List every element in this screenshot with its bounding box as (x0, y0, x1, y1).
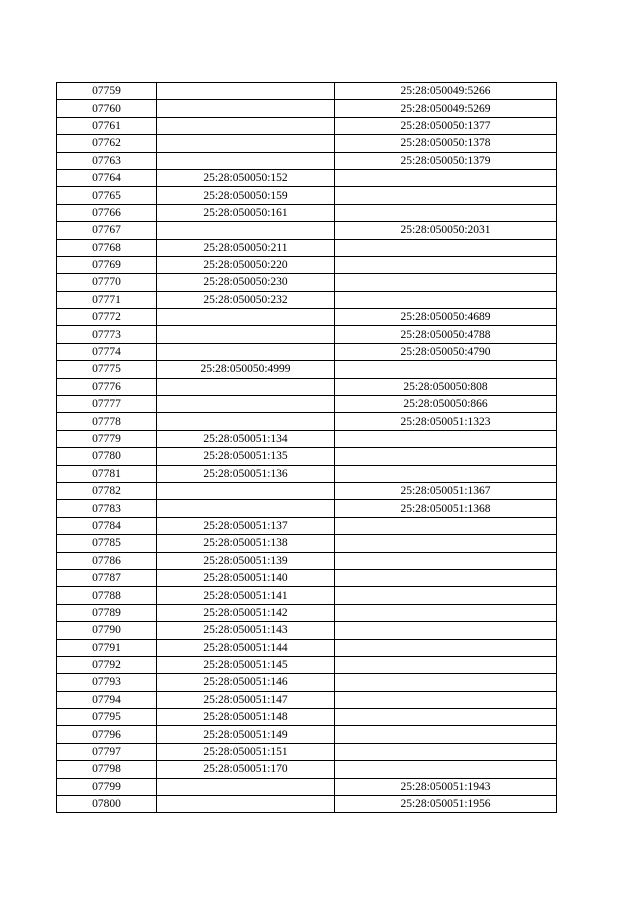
row-number-cell: 07785 (57, 535, 157, 552)
cadastral-number-cell (157, 413, 335, 430)
cadastral-number-alt-cell (335, 256, 557, 273)
cadastral-number-alt-cell (335, 204, 557, 221)
cadastral-number-cell: 25:28:050050:159 (157, 187, 335, 204)
table-row (57, 239, 557, 256)
cadastral-number-cell: 25:28:050050:232 (157, 291, 335, 308)
cadastral-number-cell: 25:28:050051:139 (157, 552, 335, 569)
table-row (57, 517, 557, 534)
cadastral-number-alt-cell: 25:28:050050:4790 (335, 343, 557, 360)
cadastral-number-alt-cell: 25:28:050050:1379 (335, 152, 557, 169)
cadastral-number-alt-cell (335, 761, 557, 778)
cadastral-number-alt-cell: 25:28:050049:5266 (335, 83, 557, 100)
cadastral-number-alt-cell: 25:28:050050:1377 (335, 117, 557, 134)
row-number-cell: 07764 (57, 169, 157, 186)
cadastral-number-alt-cell (335, 361, 557, 378)
table-row (57, 256, 557, 273)
cadastral-number-alt-cell: 25:28:050049:5269 (335, 100, 557, 117)
cadastral-number-alt-cell (335, 552, 557, 569)
table-row (57, 743, 557, 760)
row-number-cell: 07778 (57, 413, 157, 430)
row-number-cell: 07794 (57, 691, 157, 708)
row-number-cell: 07793 (57, 674, 157, 691)
table-row (57, 222, 557, 239)
row-number-cell: 07769 (57, 256, 157, 273)
table-row (57, 361, 557, 378)
cadastral-number-alt-cell (335, 691, 557, 708)
cadastral-number-alt-cell (335, 674, 557, 691)
row-number-cell: 07773 (57, 326, 157, 343)
row-number-cell: 07782 (57, 482, 157, 499)
row-number-cell: 07786 (57, 552, 157, 569)
cadastral-number-cell (157, 222, 335, 239)
table-row (57, 396, 557, 413)
row-number-cell: 07772 (57, 309, 157, 326)
row-number-cell: 07796 (57, 726, 157, 743)
cadastral-number-alt-cell: 25:28:050051:1367 (335, 482, 557, 499)
row-number-cell: 07763 (57, 152, 157, 169)
cadastral-number-cell (157, 309, 335, 326)
table-row (57, 778, 557, 795)
cadastral-number-cell: 25:28:050051:143 (157, 622, 335, 639)
cadastral-number-alt-cell (335, 239, 557, 256)
table-row (57, 309, 557, 326)
cadastral-number-cell: 25:28:050050:230 (157, 274, 335, 291)
cadastral-number-alt-cell (335, 448, 557, 465)
cadastral-number-alt-cell (335, 291, 557, 308)
row-number-cell: 07762 (57, 135, 157, 152)
cadastral-number-cell: 25:28:050050:152 (157, 169, 335, 186)
cadastral-number-alt-cell: 25:28:050051:1943 (335, 778, 557, 795)
table-row (57, 726, 557, 743)
cadastral-number-cell (157, 796, 335, 813)
row-number-cell: 07780 (57, 448, 157, 465)
cadastral-number-cell: 25:28:050051:148 (157, 709, 335, 726)
row-number-cell: 07799 (57, 778, 157, 795)
table-row (57, 274, 557, 291)
cadastral-number-cell (157, 482, 335, 499)
cadastral-number-cell: 25:28:050051:147 (157, 691, 335, 708)
cadastral-number-alt-cell (335, 465, 557, 482)
row-number-cell: 07765 (57, 187, 157, 204)
cadastral-number-alt-cell (335, 743, 557, 760)
row-number-cell: 07787 (57, 569, 157, 586)
table-row (57, 761, 557, 778)
table-row (57, 169, 557, 186)
cadastral-number-cell (157, 778, 335, 795)
table-row (57, 569, 557, 586)
cadastral-number-alt-cell (335, 656, 557, 673)
cadastral-number-alt-cell: 25:28:050050:4689 (335, 309, 557, 326)
row-number-cell: 07770 (57, 274, 157, 291)
row-number-cell: 07760 (57, 100, 157, 117)
cadastral-number-cell: 25:28:050051:135 (157, 448, 335, 465)
table-row (57, 535, 557, 552)
table-row (57, 117, 557, 134)
cadastral-number-alt-cell (335, 604, 557, 621)
row-number-cell: 07775 (57, 361, 157, 378)
cadastral-number-cell: 25:28:050051:142 (157, 604, 335, 621)
table-row (57, 378, 557, 395)
row-number-cell: 07798 (57, 761, 157, 778)
table-row (57, 187, 557, 204)
row-number-cell: 07784 (57, 517, 157, 534)
cadastral-number-cell: 25:28:050051:144 (157, 639, 335, 656)
row-number-cell: 07776 (57, 378, 157, 395)
cadastral-number-alt-cell (335, 726, 557, 743)
cadastral-number-cell: 25:28:050051:151 (157, 743, 335, 760)
row-number-cell: 07768 (57, 239, 157, 256)
row-number-cell: 07761 (57, 117, 157, 134)
cadastral-number-cell: 25:28:050050:211 (157, 239, 335, 256)
table-row (57, 465, 557, 482)
cadastral-number-cell: 25:28:050051:136 (157, 465, 335, 482)
cadastral-number-alt-cell: 25:28:050051:1368 (335, 500, 557, 517)
cadastral-number-cell (157, 396, 335, 413)
cadastral-number-cell: 25:28:050051:140 (157, 569, 335, 586)
row-number-cell: 07771 (57, 291, 157, 308)
cadastral-number-alt-cell (335, 639, 557, 656)
row-number-cell: 07797 (57, 743, 157, 760)
table-row (57, 604, 557, 621)
cadastral-number-alt-cell: 25:28:050050:808 (335, 378, 557, 395)
cadastral-number-alt-cell (335, 622, 557, 639)
cadastral-number-cell (157, 100, 335, 117)
row-number-cell: 07788 (57, 587, 157, 604)
table-row (57, 622, 557, 639)
table-row (57, 500, 557, 517)
table-row (57, 326, 557, 343)
table-row (57, 83, 557, 100)
cadastral-number-alt-cell: 25:28:050051:1956 (335, 796, 557, 813)
cadastral-number-cell (157, 326, 335, 343)
row-number-cell: 07779 (57, 430, 157, 447)
row-number-cell: 07783 (57, 500, 157, 517)
cadastral-number-cell: 25:28:050051:138 (157, 535, 335, 552)
row-number-cell: 07767 (57, 222, 157, 239)
cadastral-number-alt-cell (335, 587, 557, 604)
table-row (57, 674, 557, 691)
table-row (57, 691, 557, 708)
cadastral-number-alt-cell (335, 569, 557, 586)
cadastral-number-alt-cell: 25:28:050050:2031 (335, 222, 557, 239)
cadastral-number-cell: 25:28:050051:145 (157, 656, 335, 673)
table-row (57, 709, 557, 726)
row-number-cell: 07790 (57, 622, 157, 639)
cadastral-number-cell: 25:28:050051:134 (157, 430, 335, 447)
cadastral-number-cell: 25:28:050050:4999 (157, 361, 335, 378)
cadastral-number-table (56, 82, 557, 813)
cadastral-number-cell: 25:28:050051:141 (157, 587, 335, 604)
cadastral-number-alt-cell (335, 517, 557, 534)
cadastral-number-alt-cell (335, 535, 557, 552)
cadastral-number-cell: 25:28:050050:161 (157, 204, 335, 221)
table-row (57, 152, 557, 169)
cadastral-number-cell (157, 117, 335, 134)
cadastral-number-cell (157, 500, 335, 517)
cadastral-number-cell: 25:28:050051:146 (157, 674, 335, 691)
cadastral-number-alt-cell (335, 187, 557, 204)
row-number-cell: 07766 (57, 204, 157, 221)
table-row (57, 552, 557, 569)
cadastral-number-alt-cell (335, 430, 557, 447)
row-number-cell: 07781 (57, 465, 157, 482)
table-row (57, 430, 557, 447)
cadastral-number-cell: 25:28:050050:220 (157, 256, 335, 273)
table-row (57, 796, 557, 813)
row-number-cell: 07795 (57, 709, 157, 726)
cadastral-number-cell: 25:28:050051:137 (157, 517, 335, 534)
cadastral-number-alt-cell (335, 709, 557, 726)
table-row (57, 639, 557, 656)
cadastral-number-cell (157, 378, 335, 395)
cadastral-number-cell: 25:28:050051:149 (157, 726, 335, 743)
table-row (57, 448, 557, 465)
table-row (57, 291, 557, 308)
row-number-cell: 07777 (57, 396, 157, 413)
cadastral-number-alt-cell: 25:28:050050:4788 (335, 326, 557, 343)
cadastral-number-cell (157, 83, 335, 100)
cadastral-number-alt-cell: 25:28:050051:1323 (335, 413, 557, 430)
cadastral-number-alt-cell (335, 169, 557, 186)
table-row (57, 413, 557, 430)
cadastral-number-cell (157, 343, 335, 360)
table-row (57, 656, 557, 673)
table-row (57, 204, 557, 221)
table-row (57, 587, 557, 604)
row-number-cell: 07774 (57, 343, 157, 360)
row-number-cell: 07759 (57, 83, 157, 100)
row-number-cell: 07792 (57, 656, 157, 673)
table-row (57, 343, 557, 360)
table-body (57, 83, 557, 813)
cadastral-number-alt-cell (335, 274, 557, 291)
cadastral-number-cell (157, 135, 335, 152)
row-number-cell: 07800 (57, 796, 157, 813)
row-number-cell: 07791 (57, 639, 157, 656)
cadastral-number-alt-cell: 25:28:050050:866 (335, 396, 557, 413)
cadastral-number-cell: 25:28:050051:170 (157, 761, 335, 778)
row-number-cell: 07789 (57, 604, 157, 621)
table-row (57, 482, 557, 499)
cadastral-number-cell (157, 152, 335, 169)
table-row (57, 135, 557, 152)
cadastral-number-alt-cell: 25:28:050050:1378 (335, 135, 557, 152)
table-row (57, 100, 557, 117)
